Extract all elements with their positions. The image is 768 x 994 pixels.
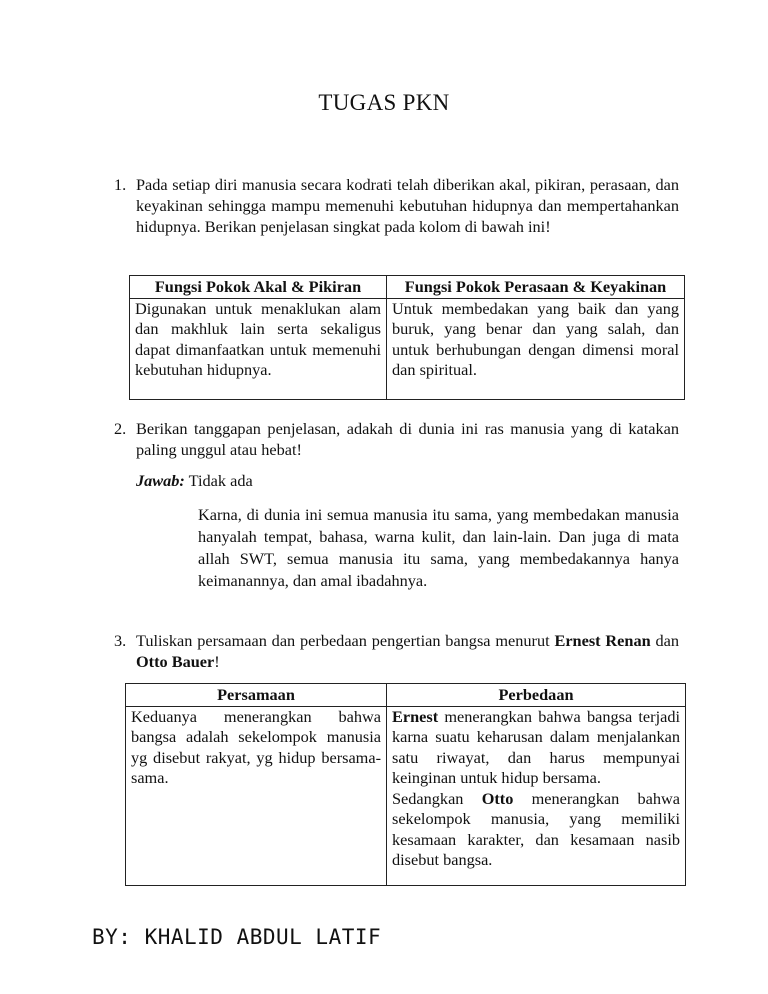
table-header-cell: Fungsi Pokok Perasaan & Keyakinan: [387, 276, 685, 299]
table-row: [130, 298, 685, 399]
table-header-cell: Persamaan: [126, 684, 387, 707]
question-text: Berikan tanggapan penjelasan, adakah di dunia ini ras manusia yang di katakan paling unggul atau hebat!: [136, 419, 679, 459]
question-number: 2.: [114, 419, 127, 438]
cell-text: menerangkan bahwa sekelompok manusia, yang memiliki kesamaan karakter, dan kesamaan nasib disebut bangsa.: [392, 788, 681, 869]
jawab-label: Jawab:: [136, 471, 185, 490]
table-cell: Keduanya menerangkan bahwa bangsa adalah sekelompok manusia yg disebut rakyat, yg hidup bersama-sama.: [126, 706, 387, 885]
question-number: 1.: [114, 175, 127, 194]
table-header-row: [126, 684, 686, 707]
question-text-part: dan: [650, 631, 679, 650]
bold-name: Otto: [481, 788, 514, 808]
table-cell: [387, 706, 686, 885]
table-fungsi: [129, 275, 685, 400]
question-text-part: !: [214, 652, 220, 671]
name-ernest-renan: Ernest Renan: [554, 631, 651, 650]
table-row: [126, 706, 686, 885]
table-header-cell: Fungsi Pokok Akal & Pikiran: [130, 276, 387, 299]
cell-text: Sedangkan: [392, 788, 482, 808]
table-header-cell: Perbedaan: [387, 684, 686, 707]
answer-paragraph: Karna, di dunia ini semua manusia itu sama, yang membedakan manusia hanyalah tempat, bahasa, warna kulit, dan lain-lain. Dan juga di mata allah SWT, semua manusia itu sama, yang membedakannya hanya keimanannya, dan amal ibadahnya.: [198, 505, 679, 590]
author-footer: BY: KHALID ABDUL LATIF: [92, 925, 382, 949]
jawab-line: [136, 471, 253, 491]
table-cell: Untuk membedakan yang baik dan yang buruk, yang benar dan yang salah, dan untuk berhubungan dengan dimensi moral dan spiritual.: [387, 298, 685, 399]
question-2: [114, 418, 679, 460]
table-header-row: [130, 276, 685, 299]
question-3: [114, 630, 679, 672]
question-text: [136, 630, 679, 672]
question-number: 3.: [114, 631, 127, 650]
cell-text: menerangkan bahwa bangsa terjadi karna suatu keharusan dalam menjalankan satu riwayat, dan harus mempunyai keinginan untuk hidup bersama.: [392, 706, 680, 787]
question-1: [114, 174, 679, 237]
page-title: TUGAS PKN: [318, 90, 450, 115]
table-persamaan-perbedaan: [125, 683, 686, 886]
question-text: Pada setiap diri manusia secara kodrati telah diberikan akal, pikiran, perasaan, dan keyakinan sehingga mampu memenuhi kebutuhan hidupnya dan mempertahankan hidupnya. Berikan penjelasan singkat pada kolom di bawah ini!: [136, 175, 679, 236]
bold-name: Ernest: [392, 706, 439, 726]
jawab-value: Tidak ada: [184, 471, 253, 490]
table-cell: Digunakan untuk menaklukan alam dan makhluk lain serta sekaligus dapat dimanfaatkan untuk memenuhi kebutuhan hidupnya.: [130, 298, 387, 399]
name-otto-bauer: Otto Bauer: [136, 652, 215, 671]
question-text-part: Tuliskan persamaan dan perbedaan pengertian bangsa menurut: [136, 631, 555, 650]
